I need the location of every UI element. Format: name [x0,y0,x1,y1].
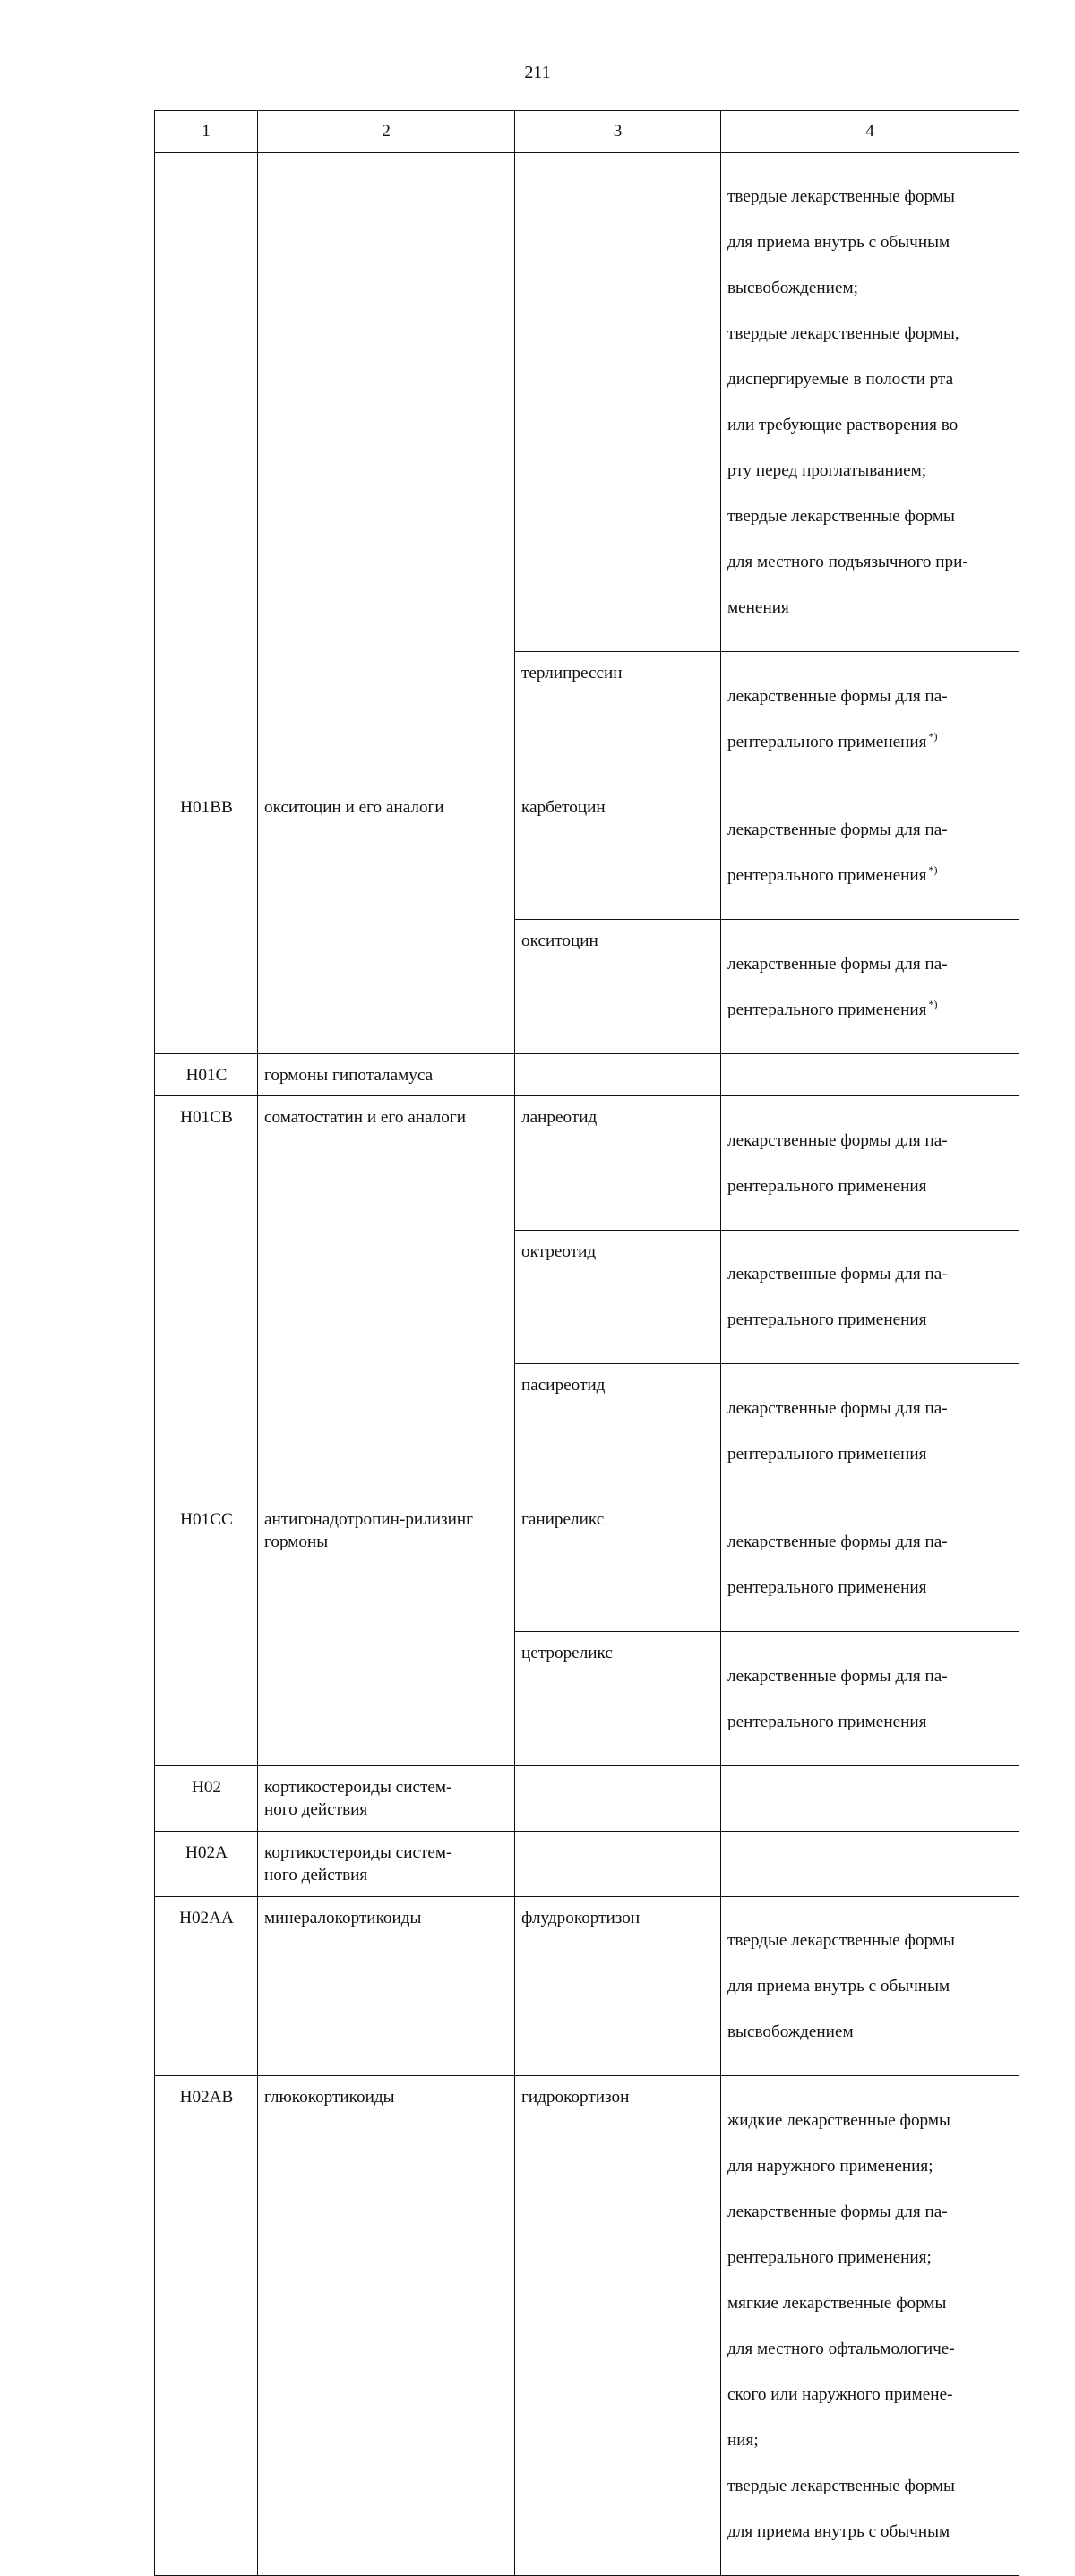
table-row [155,1053,1019,1096]
group-name-cell [258,152,515,786]
dosage-forms-cell: лекарственные формы для па- рентерального применения [721,1498,1019,1632]
group-name-cell: минералокортикоиды [258,1896,515,2076]
atc-code-cell: H01BB [155,786,258,1053]
drug-name-cell: гидрокортизон [515,2076,721,2576]
drug-name-cell [515,152,721,652]
dosage-forms-cell [721,1831,1019,1896]
dosage-forms-cell: твердые лекарственные формы для приема внутрь с обычным высвобождением [721,1896,1019,2076]
group-name-cell: антигонадотропин-рилизинг гормоны [258,1498,515,1765]
group-name-cell: кортикостероиды систем- ного действия [258,1831,515,1896]
column-header-4: 4 [721,111,1019,153]
drug-name-cell: окситоцин [515,920,721,1054]
drug-name-cell [515,1831,721,1896]
table-row [155,1831,1019,1896]
dosage-forms-cell [721,1053,1019,1096]
page-number: 211 [524,63,551,82]
drug-name-cell [515,1765,721,1831]
table-row [155,1498,1019,1632]
dosage-forms-cell: лекарственные формы для па- рентерального применения *) [721,652,1019,786]
table-row [155,1896,1019,2076]
group-name-cell: кортикостероиды систем- ного действия [258,1765,515,1831]
dosage-forms-cell: лекарственные формы для па- рентерального применения [721,1632,1019,1766]
column-header-1: 1 [155,111,258,153]
dosage-forms-cell: лекарственные формы для па- рентерального применения *) [721,920,1019,1054]
footnote-marker: *) [928,997,938,1010]
atc-code-cell: H01CC [155,1498,258,1765]
atc-code-cell: H02AA [155,1896,258,2076]
drug-name-cell: флудрокортизон [515,1896,721,2076]
column-header-2: 2 [258,111,515,153]
table-row [155,1765,1019,1831]
table-row [155,152,1019,652]
group-name-cell: гормоны гипоталамуса [258,1053,515,1096]
group-name-cell: глюкокортикоиды [258,2076,515,2576]
drug-name-cell: ганиреликс [515,1498,721,1632]
drug-name-cell [515,1053,721,1096]
atc-code-cell [155,152,258,786]
drug-name-cell: ланреотид [515,1096,721,1231]
footnote-marker: *) [928,863,938,876]
atc-code-cell: H01C [155,1053,258,1096]
dosage-forms-cell [721,1765,1019,1831]
dosage-forms-cell: лекарственные формы для па- рентерального применения [721,1230,1019,1364]
drug-name-cell: цетрореликс [515,1632,721,1766]
table-header-row [155,111,1019,153]
atc-code-cell: H01CB [155,1096,258,1498]
table-row [155,786,1019,920]
drug-name-cell: октреотид [515,1230,721,1364]
column-header-3: 3 [515,111,721,153]
drug-name-cell: карбетоцин [515,786,721,920]
drug-list-table [154,110,1019,2576]
group-name-cell: окситоцин и его аналоги [258,786,515,1053]
table-row [155,1096,1019,1231]
footnote-marker: *) [928,729,938,743]
dosage-forms-cell: лекарственные формы для па- рентерального применения *) [721,786,1019,920]
atc-code-cell: H02AB [155,2076,258,2576]
dosage-forms-cell: жидкие лекарственные формы для наружного применения; лекарственные формы для па- рентерального применения; мягкие лекарственные формы для местного офтальмологиче- ского или наружного примене- ния; твердые лекарственные формы для приема внутрь с обычным [721,2076,1019,2576]
drug-name-cell: терлипрессин [515,652,721,786]
dosage-forms-cell: твердые лекарственные формы для приема внутрь с обычным высвобождением; твердые лекарственные формы, диспергируемые в полости рта или требующие растворения во рту перед проглатыванием; твердые лекарственные формы для местного подъязычного при- менения [721,152,1019,652]
dosage-forms-cell: лекарственные формы для па- рентерального применения [721,1096,1019,1231]
atc-code-cell: H02 [155,1765,258,1831]
table-row [155,2076,1019,2576]
atc-code-cell: H02A [155,1831,258,1896]
group-name-cell: соматостатин и его аналоги [258,1096,515,1498]
drug-name-cell: пасиреотид [515,1364,721,1498]
dosage-forms-cell: лекарственные формы для па- рентерального применения [721,1364,1019,1498]
